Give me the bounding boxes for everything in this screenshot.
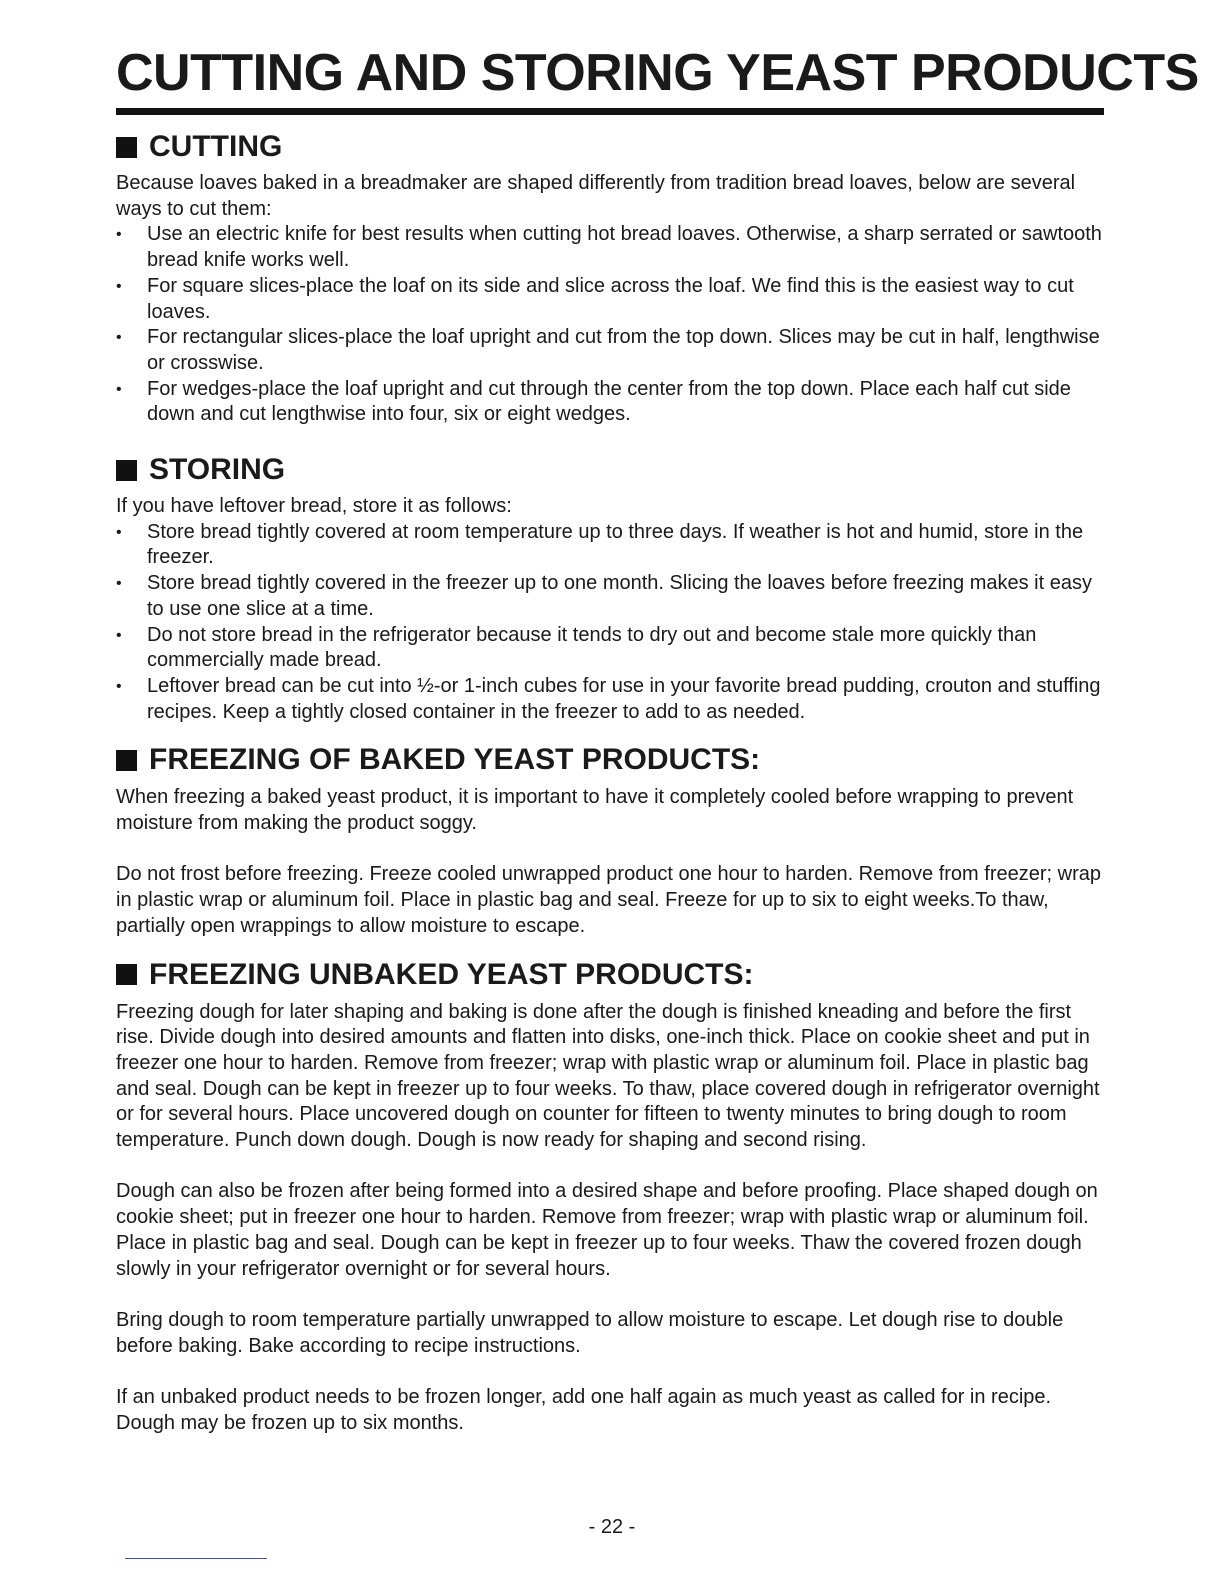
section-heading-freezing-unbaked: FREEZING UNBAKED YEAST PRODUCTS: — [116, 957, 1106, 993]
square-bullet-icon — [116, 137, 137, 158]
list-item: • Use an electric knife for best results when cutting hot bread loaves. Otherwise, a sharp serrated or sawtooth bread knife works well. — [116, 222, 1106, 273]
section-freezing-unbaked — [116, 957, 1106, 1437]
paragraph: Freezing dough for later shaping and baking is done after the dough is finished kneading and before the first rise. Divide dough into desired amounts and flatten into disks, one-inch thick. Place on cookie sheet and put in freezer one hour to harden. Remove from freezer; wrap with plastic wrap or aluminum foil. Place in plastic bag and seal. Dough can be kept in freezer up to four weeks. To thaw, place covered dough in refrigerator overnight or for several hours. Place uncovered dough on counter for fifteen to twenty minutes to bring dough to room temperature. Punch down dough. Dough is now ready for shaping and second rising. — [116, 1000, 1100, 1152]
paragraph: Bring dough to room temperature partially unwrapped to allow moisture to escape. Let dough rise to double before baking. Bake according to recipe instructions. — [116, 1308, 1064, 1357]
paragraph: Do not frost before freezing. Freeze cooled unwrapped product one hour to harden. Remove from freezer; wrap in plastic wrap or aluminum foil. Place in plastic bag and seal. Freeze for up to six to eight weeks.To thaw, partially open wrappings to allow moisture to escape. — [116, 863, 1101, 937]
document-page — [116, 44, 1199, 1436]
section-cutting — [116, 129, 1106, 428]
storing-list — [116, 520, 1106, 726]
page-number: - 22 - — [588, 1516, 636, 1538]
square-bullet-icon — [116, 964, 137, 985]
list-item: • Do not store bread in the refrigerator because it tends to dry out and become stale more quickly than commercially made bread. — [116, 623, 1106, 674]
list-item: • For square slices-place the loaf on its side and slice across the loaf. We find this is the easiest way to cut loaves. — [116, 274, 1106, 325]
cutting-list — [116, 222, 1106, 428]
section-freezing-baked — [116, 742, 1106, 939]
section-heading-storing: STORING — [116, 452, 1106, 488]
paragraph: Dough can also be frozen after being formed into a desired shape and before proofing. Place shaped dough on cookie sheet; put in freezer one hour to harden. Remove from freezer; wrap with plastic wrap or aluminum foil. Place in plastic bag and seal. Dough can be kept in freezer up to four weeks. Thaw the covered frozen dough slowly in your refrigerator overnight or for several hours. — [116, 1180, 1098, 1280]
cutting-intro: Because loaves baked in a breadmaker are shaped differently from tradition bread loaves, below are several ways to cut them: — [116, 172, 1076, 220]
paragraph: If an unbaked product needs to be frozen longer, add one half again as much yeast as called for in recipe. Dough may be frozen up to six months. — [116, 1386, 1052, 1434]
list-item: • Store bread tightly covered at room temperature up to three days. If weather is hot and humid, store in the freezer. — [116, 520, 1106, 571]
footer-rule — [125, 1558, 267, 1559]
list-item: • For wedges-place the loaf upright and cut through the center from the top down. Place each half cut side down and cut lengthwise into four, six or eight wedges. — [116, 377, 1106, 428]
list-item: • For rectangular slices-place the loaf upright and cut from the top down. Slices may be cut in half, lengthwise or crosswise. — [116, 325, 1106, 376]
paragraph: When freezing a baked yeast product, it is important to have it completely cooled before wrapping to prevent moisture from making the product soggy. — [116, 786, 1074, 835]
page-title: CUTTING AND STORING YEAST PRODUCTS — [116, 44, 1199, 102]
title-underline — [116, 108, 1104, 115]
square-bullet-icon — [116, 460, 137, 481]
square-bullet-icon — [116, 750, 137, 771]
storing-intro: If you have leftover bread, store it as follows: — [116, 495, 512, 518]
section-storing — [116, 452, 1106, 725]
section-heading-cutting: CUTTING — [116, 129, 1106, 165]
section-heading-freezing-baked: FREEZING OF BAKED YEAST PRODUCTS: — [116, 742, 1106, 778]
list-item: • Store bread tightly covered in the freezer up to one month. Slicing the loaves before freezing makes it easy to use one slice at a time. — [116, 571, 1106, 622]
list-item: • Leftover bread can be cut into ½-or 1-inch cubes for use in your favorite bread pudding, crouton and stuffing recipes. Keep a tightly closed container in the freezer to add to as needed. — [116, 674, 1106, 725]
